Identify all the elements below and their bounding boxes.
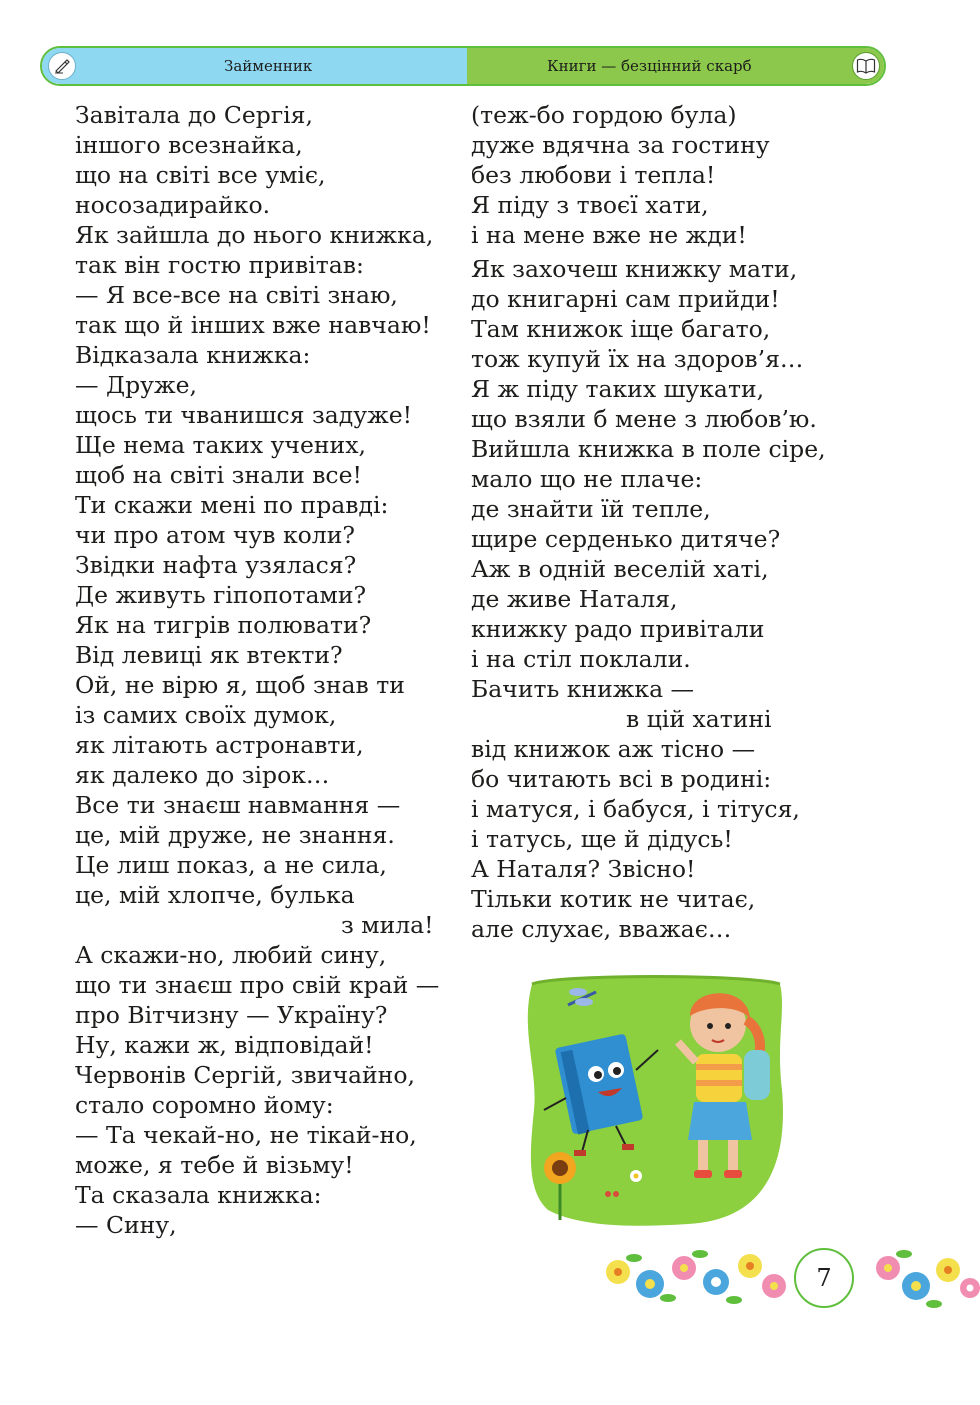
poem-line: в цій хатині <box>626 705 772 733</box>
poem-line: — Та чекай-но, не тікай-но, <box>75 1121 417 1149</box>
poem-right-column <box>471 100 826 944</box>
poem-line: іншого всезнайка, <box>75 131 303 159</box>
poem-line: так він гостю привітав: <box>75 251 364 279</box>
poem-line: це, мій друже, не знання. <box>75 821 395 849</box>
poem-line: але слухає, вважає… <box>471 915 732 943</box>
poem-line: Як захочеш книжку мати, <box>471 255 798 283</box>
girl-and-book-illustration <box>518 970 790 1228</box>
poem-line: до книгарні сам прийди! <box>471 285 780 313</box>
poem-line: мало що не плаче: <box>471 465 703 493</box>
poem-line: і на мене вже не жди! <box>471 221 747 249</box>
poem-line: Як на тигрів полювати? <box>75 611 372 639</box>
poem-line: і матуся, і бабуся, і тітуся, <box>471 795 800 823</box>
poem-line: Все ти знаєш навмання — <box>75 791 401 819</box>
poem-line: Та сказала книжка: <box>75 1181 322 1209</box>
poem-line: носозадирайко. <box>75 191 271 219</box>
header-left-section <box>42 48 467 84</box>
poem-line: тож купуй їх на здоров’я… <box>471 345 804 373</box>
poem-line: Червонів Сергій, звичайно, <box>75 1061 415 1089</box>
poem-line: Як зайшла до нього книжка, <box>75 221 434 249</box>
poem-line: як літають астронавти, <box>75 731 364 759</box>
poem-line: — Я все-все на світі знаю, <box>75 281 398 309</box>
poem-line: Завітала до Сергія, <box>75 101 313 129</box>
poem-line: що взяли б мене з любов’ю. <box>471 405 817 433</box>
header-right-title: Книги — безцінний скарб <box>547 57 752 75</box>
poem-line: де знайти їй тепле, <box>471 495 711 523</box>
flower-garland <box>598 1238 980 1318</box>
poem-line: Від левиці як втекти? <box>75 641 343 669</box>
poem-line: — Друже, <box>75 371 197 399</box>
poem-line: Вийшла книжка в поле сіре, <box>471 435 826 463</box>
poem-line: як далеко до зірок… <box>75 761 330 789</box>
poem-line: Де живуть гіпопотами? <box>75 581 367 609</box>
poem-line: Ти скажи мені по правді: <box>75 491 389 519</box>
poem-line: Бачить книжка — <box>471 675 695 703</box>
poem-line: Відказала книжка: <box>75 341 311 369</box>
poem-line: і на стіл поклали. <box>471 645 691 673</box>
poem-line: так що й інших вже навчаю! <box>75 311 431 339</box>
poem-line: Ще нема таких учених, <box>75 431 366 459</box>
pen-icon <box>48 52 76 80</box>
poem-line: Ну, кажи ж, відповідай! <box>75 1031 374 1059</box>
poem-line: (теж-бо гордою була) <box>471 101 737 129</box>
book-icon <box>852 52 880 80</box>
poem-line: Ой, не вірю я, щоб знав ти <box>75 671 405 699</box>
poem-line: що ти знаєш про свій край — <box>75 971 440 999</box>
poem-line: Це лиш показ, а не сила, <box>75 851 387 879</box>
poem-line: Тільки котик не читає, <box>471 885 756 913</box>
poem-line: Там книжок іще багато, <box>471 315 771 343</box>
poem-line: Я піду з твоєї хати, <box>471 191 709 219</box>
poem-line: і татусь, ще й дідусь! <box>471 825 733 853</box>
poem-line: А Наталя? Звісно! <box>471 855 696 883</box>
poem-line: бо читають всі в родині: <box>471 765 772 793</box>
poem-line: може, я тебе й візьму! <box>75 1151 354 1179</box>
poem-line: щире серденько дитяче? <box>471 525 781 553</box>
poem-line: А скажи-но, любий сину, <box>75 941 387 969</box>
poem-line: щоб на світі знали все! <box>75 461 362 489</box>
poem-line: щось ти чванишся задуже! <box>75 401 413 429</box>
poem-line: без любови і тепла! <box>471 161 716 189</box>
page-header <box>40 46 886 86</box>
header-right-section <box>467 48 884 84</box>
poem-line: Аж в одній веселій хаті, <box>471 555 769 583</box>
poem-line: від книжок аж тісно — <box>471 735 756 763</box>
poem-line: де живе Наталя, <box>471 585 678 613</box>
poem-line: із самих своїх думок, <box>75 701 337 729</box>
flower-icon <box>606 1254 980 1300</box>
poem-line: з мила! <box>341 911 434 939</box>
poem-line: це, мій хлопче, булька <box>75 881 355 909</box>
poem-line: — Сину, <box>75 1211 177 1239</box>
poem-line: стало соромно йому: <box>75 1091 334 1119</box>
poem-line: чи про атом чув коли? <box>75 521 355 549</box>
poem-line: Звідки нафта узялася? <box>75 551 357 579</box>
poem-line: книжку радо привітали <box>471 615 765 643</box>
page-number: 7 <box>794 1248 854 1308</box>
header-left-title: Займенник <box>224 57 313 75</box>
poem-line: дуже вдячна за гостину <box>471 131 770 159</box>
poem-line: про Вітчизну — Україну? <box>75 1001 388 1029</box>
poem-line: Я ж піду таких шукати, <box>471 375 765 403</box>
poem-line: що на світі все уміє, <box>75 161 326 189</box>
poem-left-column <box>75 100 439 1240</box>
